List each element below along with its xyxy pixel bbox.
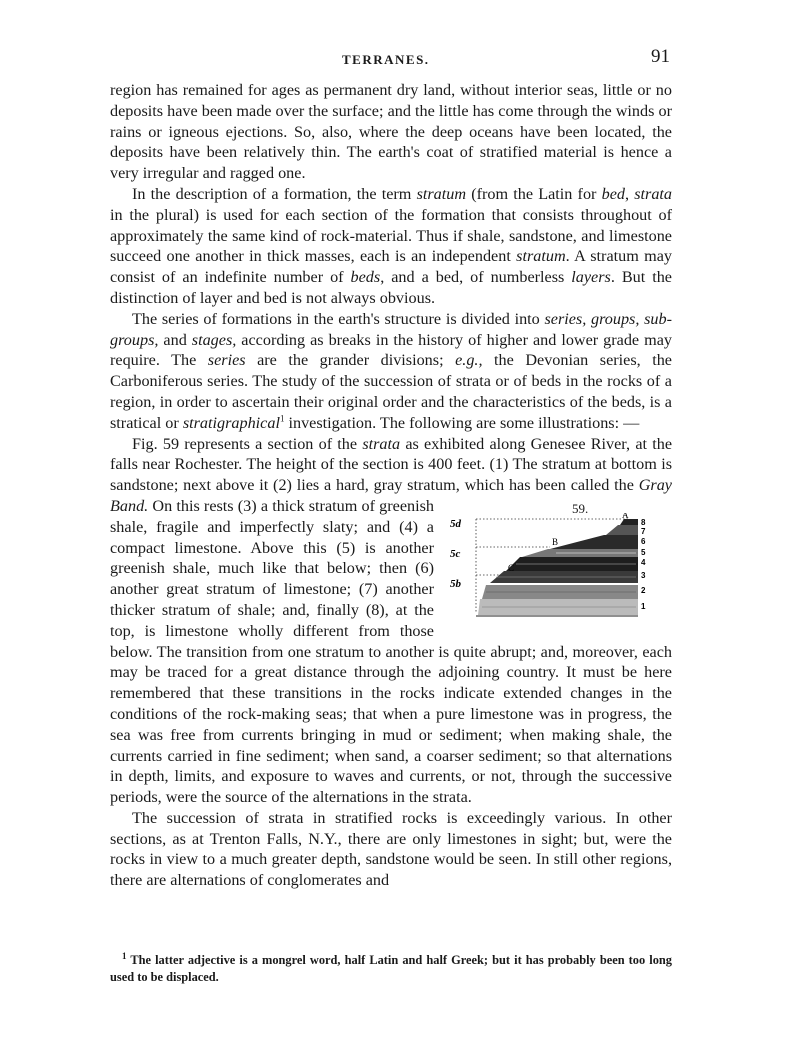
text-run: , and a bed, of numberless bbox=[380, 268, 572, 287]
italic-term: strata bbox=[634, 184, 673, 203]
italic-term: stratum bbox=[516, 247, 566, 266]
italic-term: stratum bbox=[416, 184, 467, 203]
italic-term: bed bbox=[601, 184, 625, 203]
italic-term: series, groups, sub-groups, bbox=[110, 309, 672, 349]
running-head: TERRANES. bbox=[342, 52, 430, 67]
text-run: and bbox=[158, 330, 192, 349]
italic-term: Gray Band. bbox=[110, 476, 672, 515]
italic-term: series bbox=[207, 351, 246, 370]
label-C: C bbox=[508, 562, 515, 573]
italic-term: stratigraphical bbox=[182, 413, 280, 432]
paragraph bbox=[110, 184, 672, 309]
stratum-7 bbox=[606, 525, 638, 535]
italic-term: beds bbox=[350, 268, 381, 287]
paragraph: region has remained for ages as permanent dry land, without interior seas, little or no deposits have been made over the surface; and the little has come through the winds or rains or igneous ejections. So, also, where the deep oceans have been located, the deposits have been relatively thin. The earth's coat of stratified material is hence a very irregular and ragged one. bbox=[110, 81, 672, 183]
label-5c: 5c bbox=[450, 547, 461, 560]
text-run: (from the Latin for bbox=[466, 184, 602, 203]
stratum-number-4: 4 bbox=[641, 557, 646, 567]
footnote-marker: 1 bbox=[122, 950, 127, 961]
text-run: as exhibited along Genesee River, at the falls near Rochester. The height of the section is 400 feet. (1) The stratum at bottom is sandstone; next above it (2) lies a hard, gray stratum, which has been called the bbox=[110, 434, 672, 495]
paragraph bbox=[110, 434, 672, 808]
paragraph bbox=[110, 309, 672, 434]
strata-section-diagram bbox=[446, 513, 676, 625]
stratum-number-2: 2 bbox=[641, 585, 646, 595]
stratum-6 bbox=[550, 535, 638, 549]
text-run: The series of formations in the earth's structure is divided into bbox=[132, 309, 545, 328]
body-text bbox=[110, 80, 672, 891]
footnote bbox=[110, 952, 672, 986]
text-run: in the plural) is used for each section of the formation that consists throughout of approximately the same kind of rock-material. Thus if shale, sandstone, and limestone succeed one another in thick masses, each is an independent bbox=[110, 205, 672, 266]
text-run: Fig. 59 represents a section of the bbox=[132, 434, 363, 453]
footnote-ref: 1 bbox=[279, 413, 285, 424]
figure-59 bbox=[446, 499, 676, 629]
italic-term: stages, bbox=[191, 330, 237, 349]
stratum-number-6: 6 bbox=[641, 536, 646, 546]
label-B: B bbox=[552, 536, 559, 547]
text-run: the Devonian series, the Carboniferous series. The study of the succession of strata or of beds in the rocks of a region, in order to ascertain their original order and the characteristics of the beds, is a stratical or bbox=[110, 351, 672, 432]
italic-term: layers bbox=[571, 268, 611, 287]
stratum-number-1: 1 bbox=[641, 601, 646, 611]
label-5b: 5b bbox=[450, 577, 461, 590]
stratum-number-5: 5 bbox=[641, 547, 646, 557]
page-header bbox=[110, 44, 670, 74]
figure-number: 59. bbox=[572, 500, 589, 516]
text-run: . But the distinction of layer and bed is not always obvious. bbox=[110, 268, 672, 307]
text-run: are the grander divisions; bbox=[245, 351, 456, 370]
page-number: 91 bbox=[651, 46, 670, 67]
italic-term: e.g., bbox=[455, 351, 483, 370]
text-run: . A stratum may consist of an indefinite number of bbox=[110, 247, 673, 287]
label-A: A bbox=[622, 512, 629, 520]
footnote-text: The latter adjective is a mongrel word, half Latin and half Greek; but it has probably been too long used to be displaced. bbox=[110, 953, 672, 984]
stratum-number-7: 7 bbox=[641, 526, 646, 536]
label-5d: 5d bbox=[450, 517, 461, 530]
text-run: investigation. The following are some illustrations: — bbox=[284, 413, 640, 432]
text-run: On this rests (3) a thick stratum of greenish shale, fragile and imperfectly slaty; and (4) a compact limestone. Above this (5) is another greenish shale, much like that below; then (6) another great stratum of limestone; (7) another thicker stratum of shale; and, finally (8), at the top, is limestone wholly different from those below. The transition from one stratum to another is quite abrupt; and, moreover, each may be traced for a great distance through the adjoining country. It must be here remembered that these transitions in the rocks indicate extended changes in the conditions of the rock-making seas; that when a pure limestone was in progress, the sea was free from currents bringing in mud or sediment; when making shale, the currents carried in fine sediment; when sand, a coarser sediment; so that alternations in depth, limits, and exposure to waves and currents, or not, through the successive periods, were the source of the alternations in the strata. bbox=[110, 496, 672, 807]
italic-term: strata bbox=[362, 434, 401, 453]
text-run: , bbox=[624, 184, 635, 203]
text-run: In the description of a formation, the term bbox=[132, 184, 417, 203]
stratum-number-8: 8 bbox=[641, 517, 646, 527]
text-run: according as breaks in the history of higher and lower grade may require. The bbox=[110, 330, 672, 370]
stratum-number-3: 3 bbox=[641, 570, 646, 580]
paragraph: The succession of strata in stratified rocks is exceedingly various. In other sections, as at Trenton Falls, N.Y., there are only limestones in sight; but, were the rocks in view to a much greater depth, sandstone would be seen. In still other regions, there are alternations of conglomerates and bbox=[110, 808, 672, 890]
